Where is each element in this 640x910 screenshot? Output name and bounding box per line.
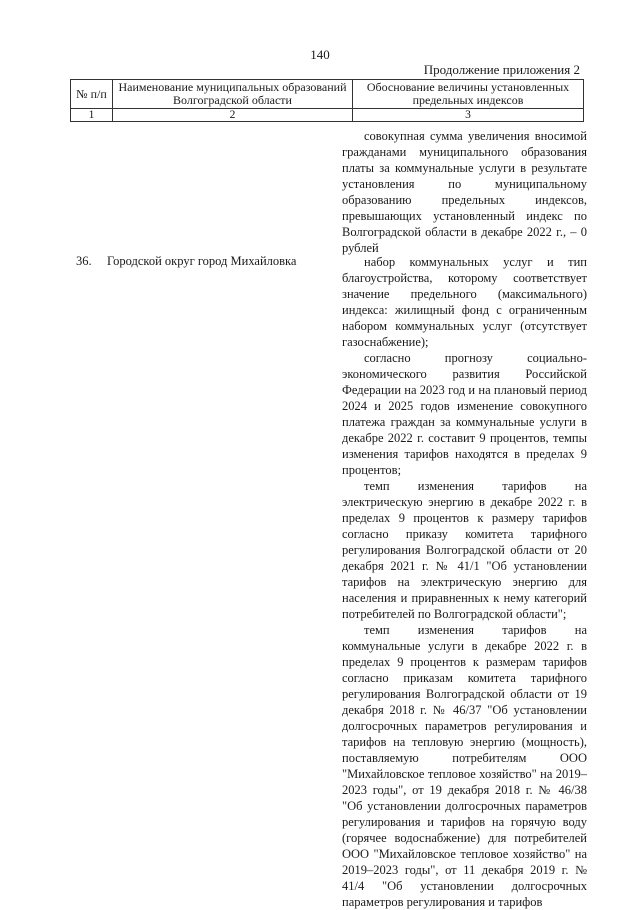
column-header-number: № п/п bbox=[71, 80, 113, 109]
column-header-municipality: Наименование муниципальных образований Волгоградской области bbox=[113, 80, 353, 109]
basis-paragraph: темп изменения тарифов на коммунальные услуги в декабре 2022 г. в пределах 9 процентов к размерам тарифов согласно приказам комитета тарифного регулирования Волгоградской области от 19 декабря 2018 г. № 46/37 "Об установлении долгосрочных параметров регулирования и тарифов на тепловую энергию (мощность), поставляемую потребителям ООО "Михайловское тепловое хозяйство" на 2019–2023 годы", от 19 декабря 2018 г. № 46/38 "Об установлении долгосрочных параметров регулирования и тарифов на горячую воду (горячее водоснабжение) для потребителей ООО "Михайловское тепловое хозяйство" на 2019–2023 годы", от 11 декабря 2019 г. № 41/4 "Об установлении долгосрочных параметров регулирования и тарифов bbox=[342, 623, 587, 909]
basis-paragraph: совокупная сумма увеличения вносимой гражданами муниципального образования платы за коммунальные услуги в результате установления по муниципальному образованию предельных индексов, превышающих установленный индекс по Волгоградской области в декабре 2022 г., – 0 рублей bbox=[342, 129, 587, 255]
basis-paragraph: согласно прогнозу социально-экономического развития Российской Федерации на 2023 год и на плановый период 2024 и 2025 годов изменение совокупного платежа граждан за коммунальные услуги в декабре 2022 г. составит 9 процентов, темпы изменения тарифов находятся в пределах 9 процентов; bbox=[342, 351, 587, 477]
appendix-continuation-label: Продолжение приложения 2 bbox=[423, 62, 580, 77]
page-number: 140 bbox=[310, 47, 330, 62]
column-number-3: 3 bbox=[353, 109, 584, 122]
previous-row-basis bbox=[342, 128, 587, 256]
table-header bbox=[70, 79, 584, 122]
column-number-2: 2 bbox=[113, 109, 353, 122]
basis-paragraph: темп изменения тарифов на электрическую энергию в декабре 2022 г. в пределах 9 процентов к размеру тарифов согласно приказу комитета тарифного регулирования Волгоградской области от 20 декабря 2021 г. № 41/1 "Об установлении тарифов на электрическую энергию для населения и приравненных к нему категорий потребителей по Волгоградской области"; bbox=[342, 479, 587, 621]
column-number-1: 1 bbox=[71, 109, 113, 122]
column-header-basis: Обоснование величины установленных предельных индексов bbox=[353, 80, 584, 109]
row-number: 36. bbox=[76, 254, 92, 268]
basis-paragraph: набор коммунальных услуг и тип благоустройства, которому соответствует значение предельного (максимального) индекса: жилищный фонд с ограниченным набором коммунальных услуг (отсутствует газоснабжение); bbox=[342, 255, 587, 349]
row-basis-text bbox=[342, 254, 587, 910]
municipality-name: Городской округ город Михайловка bbox=[107, 254, 297, 268]
